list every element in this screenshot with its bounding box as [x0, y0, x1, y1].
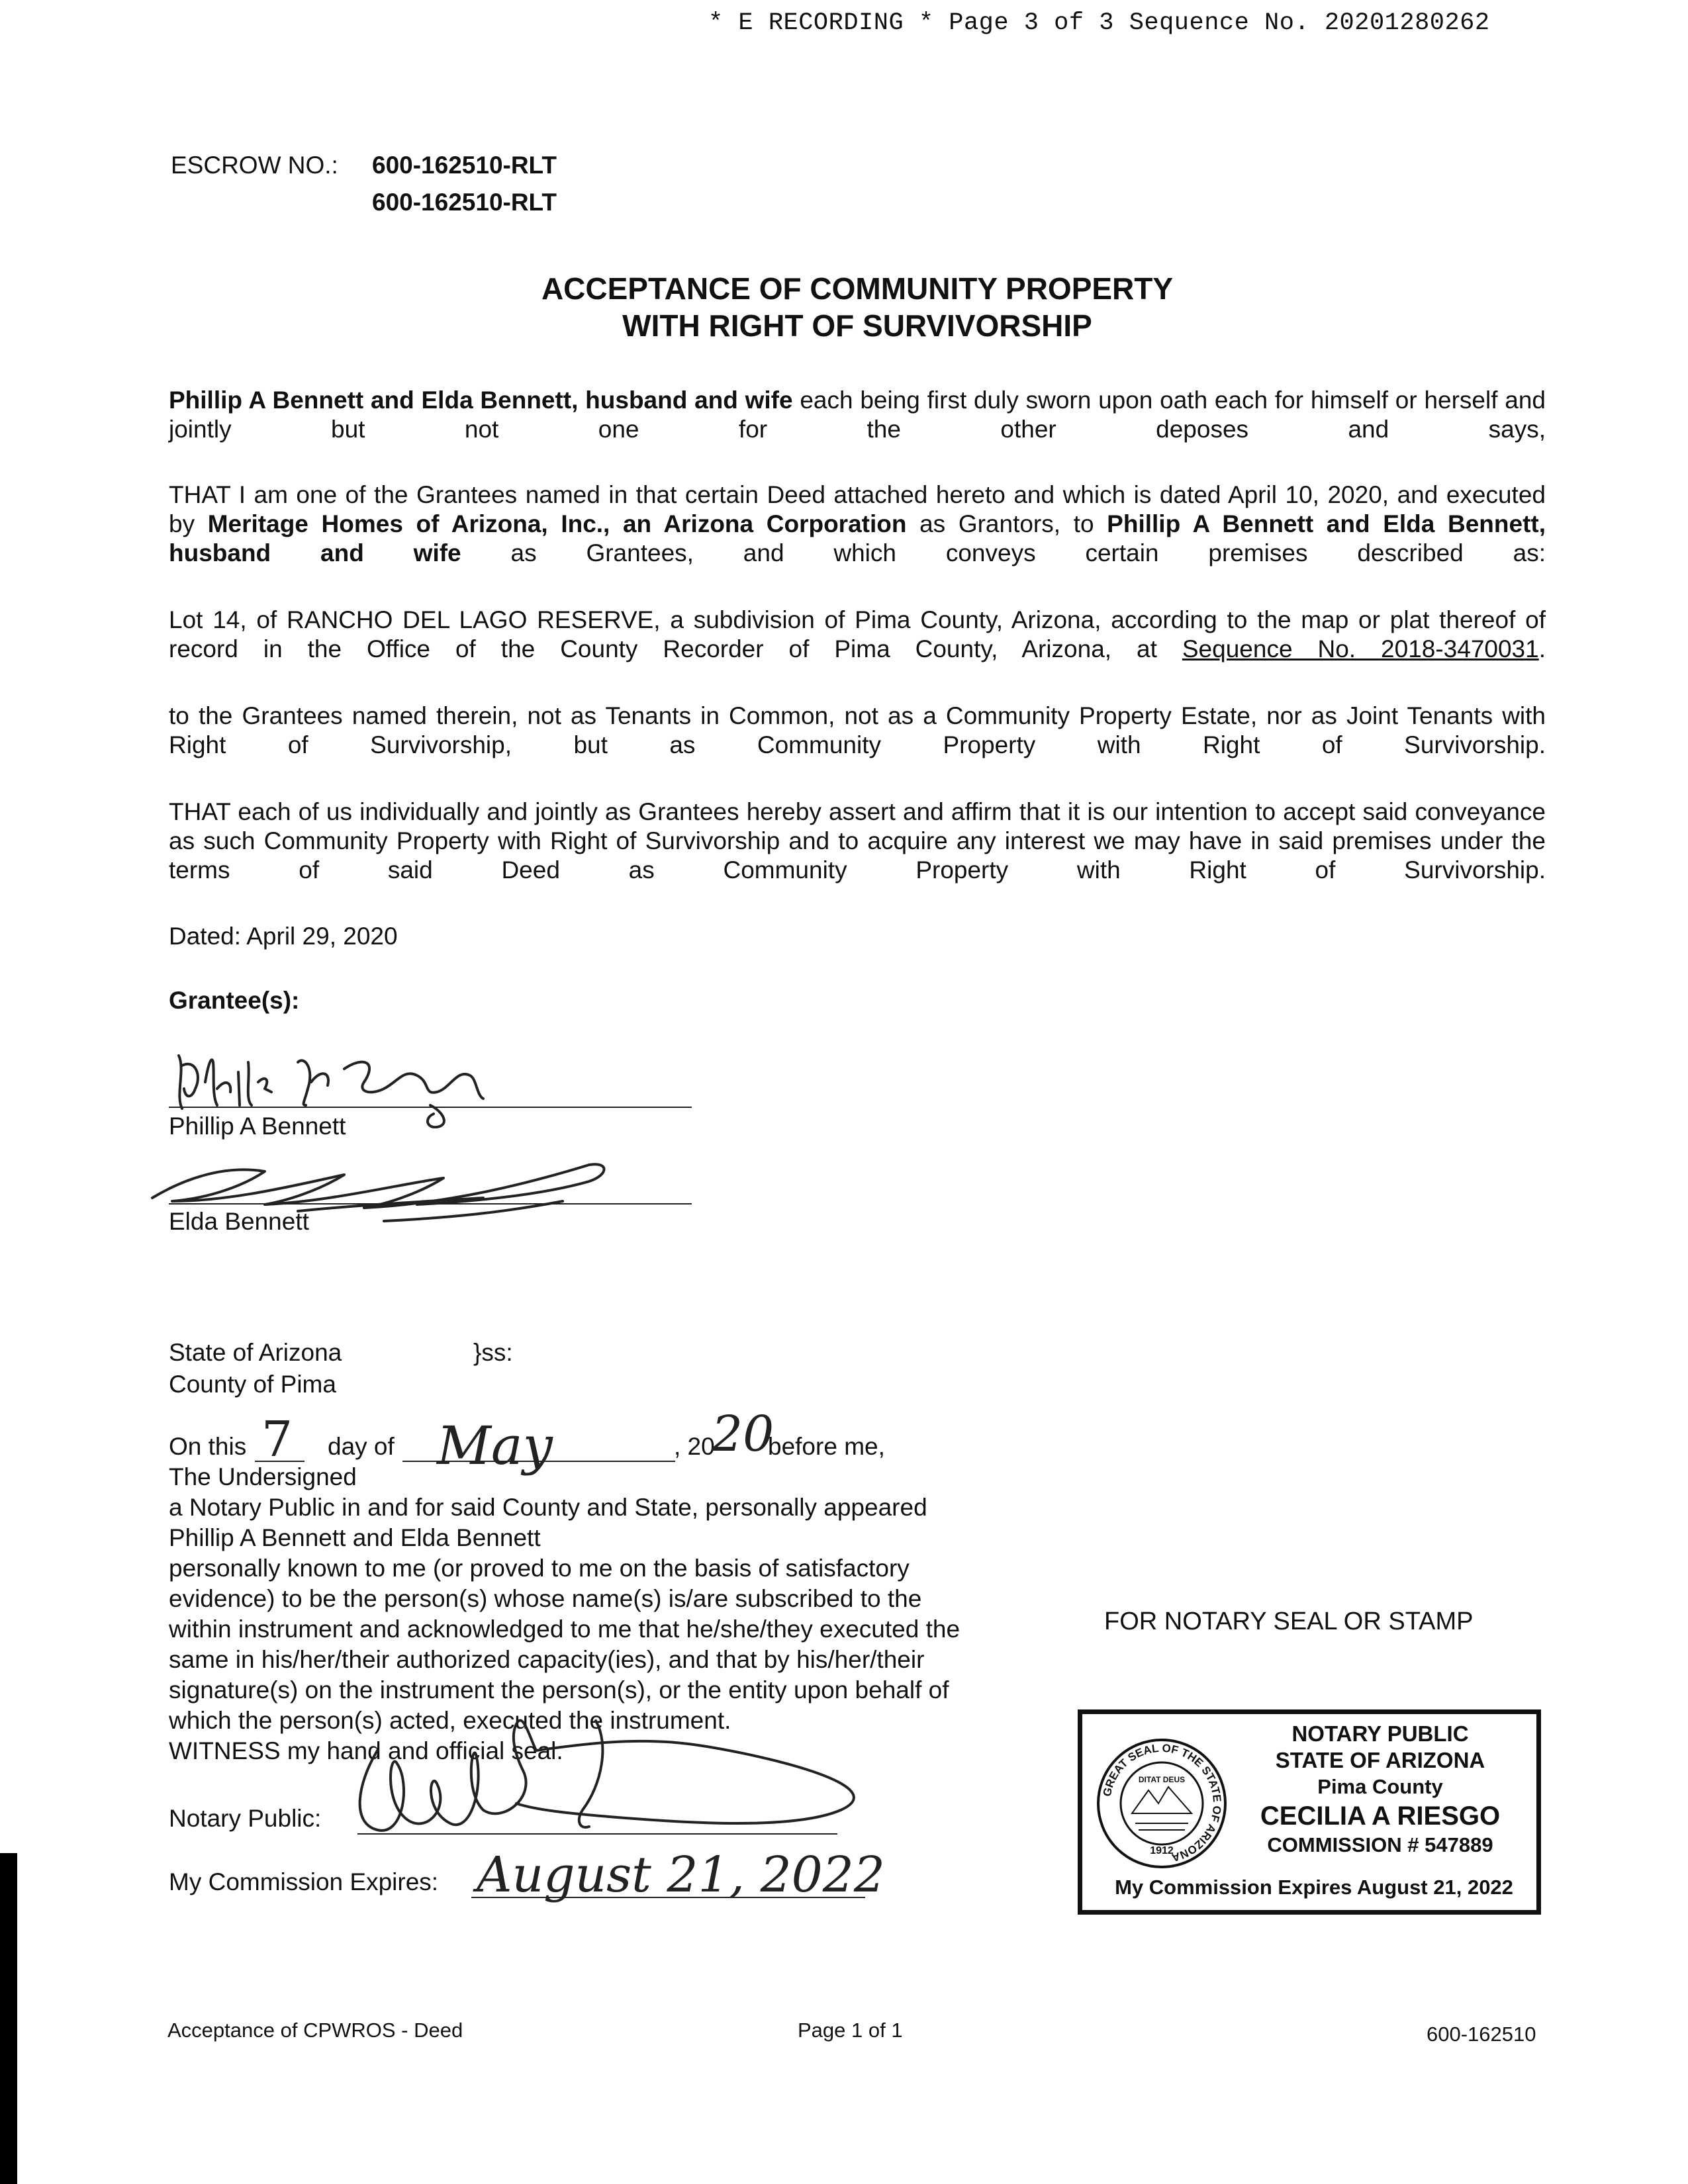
year-handwritten: 20: [712, 1406, 774, 1463]
commission-expires-label: My Commission Expires:: [169, 1868, 439, 1895]
notary-public-label: Notary Public:: [169, 1805, 322, 1832]
month-handwritten: May: [437, 1415, 553, 1477]
notary-line-6: same in his/her/their authorized capacity(ies), and that by his/her/their: [169, 1646, 925, 1673]
seal-stamp-label: FOR NOTARY SEAL OR STAMP: [1104, 1608, 1474, 1635]
footer-page-number: Page 1 of 1: [798, 2019, 903, 2042]
witness-line: WITNESS my hand and official seal.: [169, 1737, 563, 1764]
year-prefix: , 20: [674, 1433, 715, 1460]
stamp-expiration: My Commission Expires August 21, 2022: [1115, 1876, 1513, 1899]
commission-handwritten: August 21, 2022: [477, 1846, 885, 1903]
seal-motto-text: DITAT DEUS: [1138, 1775, 1186, 1784]
escrow-number-1: 600-162510-RLT: [372, 152, 557, 179]
signer-2-name: Elda Bennett: [169, 1208, 309, 1235]
stamp-line-3: Pima County: [1317, 1775, 1443, 1798]
venue-state: State of Arizona: [169, 1339, 342, 1366]
seal-year-text: 1912: [1150, 1845, 1174, 1856]
para2-part2: as Grantors, to: [906, 510, 1107, 537]
legal-description-text: Lot 14, of RANCHO DEL LAGO RESERVE, a subdivision of Pima County, Arizona, according to the map or plat thereof of record in the Office of the County Recorder of Pima County, Arizona, at: [169, 606, 1546, 662]
venue-county: County of Pima: [169, 1371, 336, 1398]
para1-rest: each being first duly sworn upon oath each for himself or herself and jointly but not one for the other deposes and says,: [169, 387, 1546, 443]
stamp-line-2: STATE OF ARIZONA: [1275, 1748, 1485, 1772]
paragraph-legal-description: [169, 606, 1546, 693]
notary-line-8: which the person(s) acted, executed the instrument.: [169, 1707, 731, 1734]
stamp-text-block: [1241, 1721, 1519, 1858]
before-me-label: before me,: [768, 1433, 885, 1460]
undersigned-label: The Undersigned: [169, 1463, 357, 1490]
stamp-notary-name: CECILIA A RIESGO: [1260, 1801, 1501, 1831]
grantees-heading: Grantee(s):: [169, 987, 300, 1014]
escrow-number-2: 600-162510-RLT: [372, 189, 557, 216]
on-this-label: On this: [169, 1433, 247, 1460]
venue-ss: }ss:: [473, 1339, 513, 1366]
sequence-number-reference: Sequence No. 2018-3470031: [1182, 635, 1539, 662]
grantor-name: Meritage Homes of Arizona, Inc., an Arizona Corporation: [207, 510, 907, 537]
stamp-line-1: NOTARY PUBLIC: [1291, 1721, 1469, 1746]
para2-part1: THAT I am one of the Grantees named in that certain Deed attached hereto and which is dated April 10, 2020, and executed by: [169, 481, 1546, 537]
grantees-names: Phillip A Bennett and Elda Bennett, husband and wife: [169, 387, 793, 414]
paragraph-deponents: [169, 386, 1546, 473]
title-line-1: ACCEPTANCE OF COMMUNITY PROPERTY: [541, 271, 1174, 306]
stamp-commission-number: COMMISSION # 547889: [1267, 1833, 1493, 1856]
notary-line-4: evidence) to be the person(s) whose name(s) is/are subscribed to the: [169, 1585, 922, 1612]
title-line-2: WITH RIGHT OF SURVIVORSHIP: [622, 308, 1092, 343]
notary-signature: [318, 1711, 900, 1863]
notary-line-3: personally known to me (or proved to me on the basis of satisfactory: [169, 1555, 910, 1582]
day-handwritten: 7: [261, 1411, 293, 1468]
paragraph-deed: [169, 480, 1546, 597]
day-of-label: day of: [328, 1433, 395, 1460]
seal-ring-text: GREAT SEAL OF THE STATE OF ARIZONA: [1100, 1741, 1224, 1864]
escrow-label: ESCROW NO.:: [171, 152, 338, 179]
notary-line-7: signature(s) on the instrument the person(s), or the entity upon behalf of: [169, 1676, 949, 1704]
footer-right: 600-162510: [1427, 2023, 1536, 2046]
signature-line-2: [169, 1203, 692, 1205]
paragraph-affirmation: THAT each of us individually and jointly as Grantees hereby assert and affirm that it is our intention to accept said conveyance as such Community Property with Right of Survivorship and to acquire any interest we may have in said premises under the terms of said Deed as Community Property with Right of Survivorship.: [169, 798, 1546, 884]
notary-line-1: a Notary Public in and for said County and State, personally appeared: [169, 1494, 927, 1521]
state-seal-icon: [1096, 1737, 1228, 1870]
legal-description-end: .: [1538, 635, 1546, 662]
paragraph-tenancy: to the Grantees named therein, not as Tenants in Common, not as a Community Property Estate, nor as Joint Tenants with Right of Survivorship, but as Community Property with Right of Survivorship.: [169, 702, 1546, 758]
notary-line-5: within instrument and acknowledged to me that he/she/they executed the: [169, 1615, 961, 1643]
signature-line-1: [169, 1107, 692, 1108]
signer-1-name: Phillip A Bennett: [169, 1113, 346, 1140]
para2-part3: as Grantees, and which conveys certain premises described as:: [461, 539, 1546, 567]
document-title: [0, 270, 1688, 344]
grantees-names-2: Phillip A Bennett and Elda Bennett, husband and wife: [169, 510, 1546, 567]
dated-line: Dated: April 29, 2020: [169, 923, 398, 950]
notary-stamp: [1078, 1709, 1541, 1915]
footer-left: Acceptance of CPWROS - Deed: [167, 2019, 463, 2042]
recording-header: * E RECORDING * Page 3 of 3 Sequence No. 20201280262: [708, 9, 1490, 37]
appeared-names: Phillip A Bennett and Elda Bennett: [169, 1524, 541, 1551]
scan-edge-artifact: [0, 1853, 17, 2184]
